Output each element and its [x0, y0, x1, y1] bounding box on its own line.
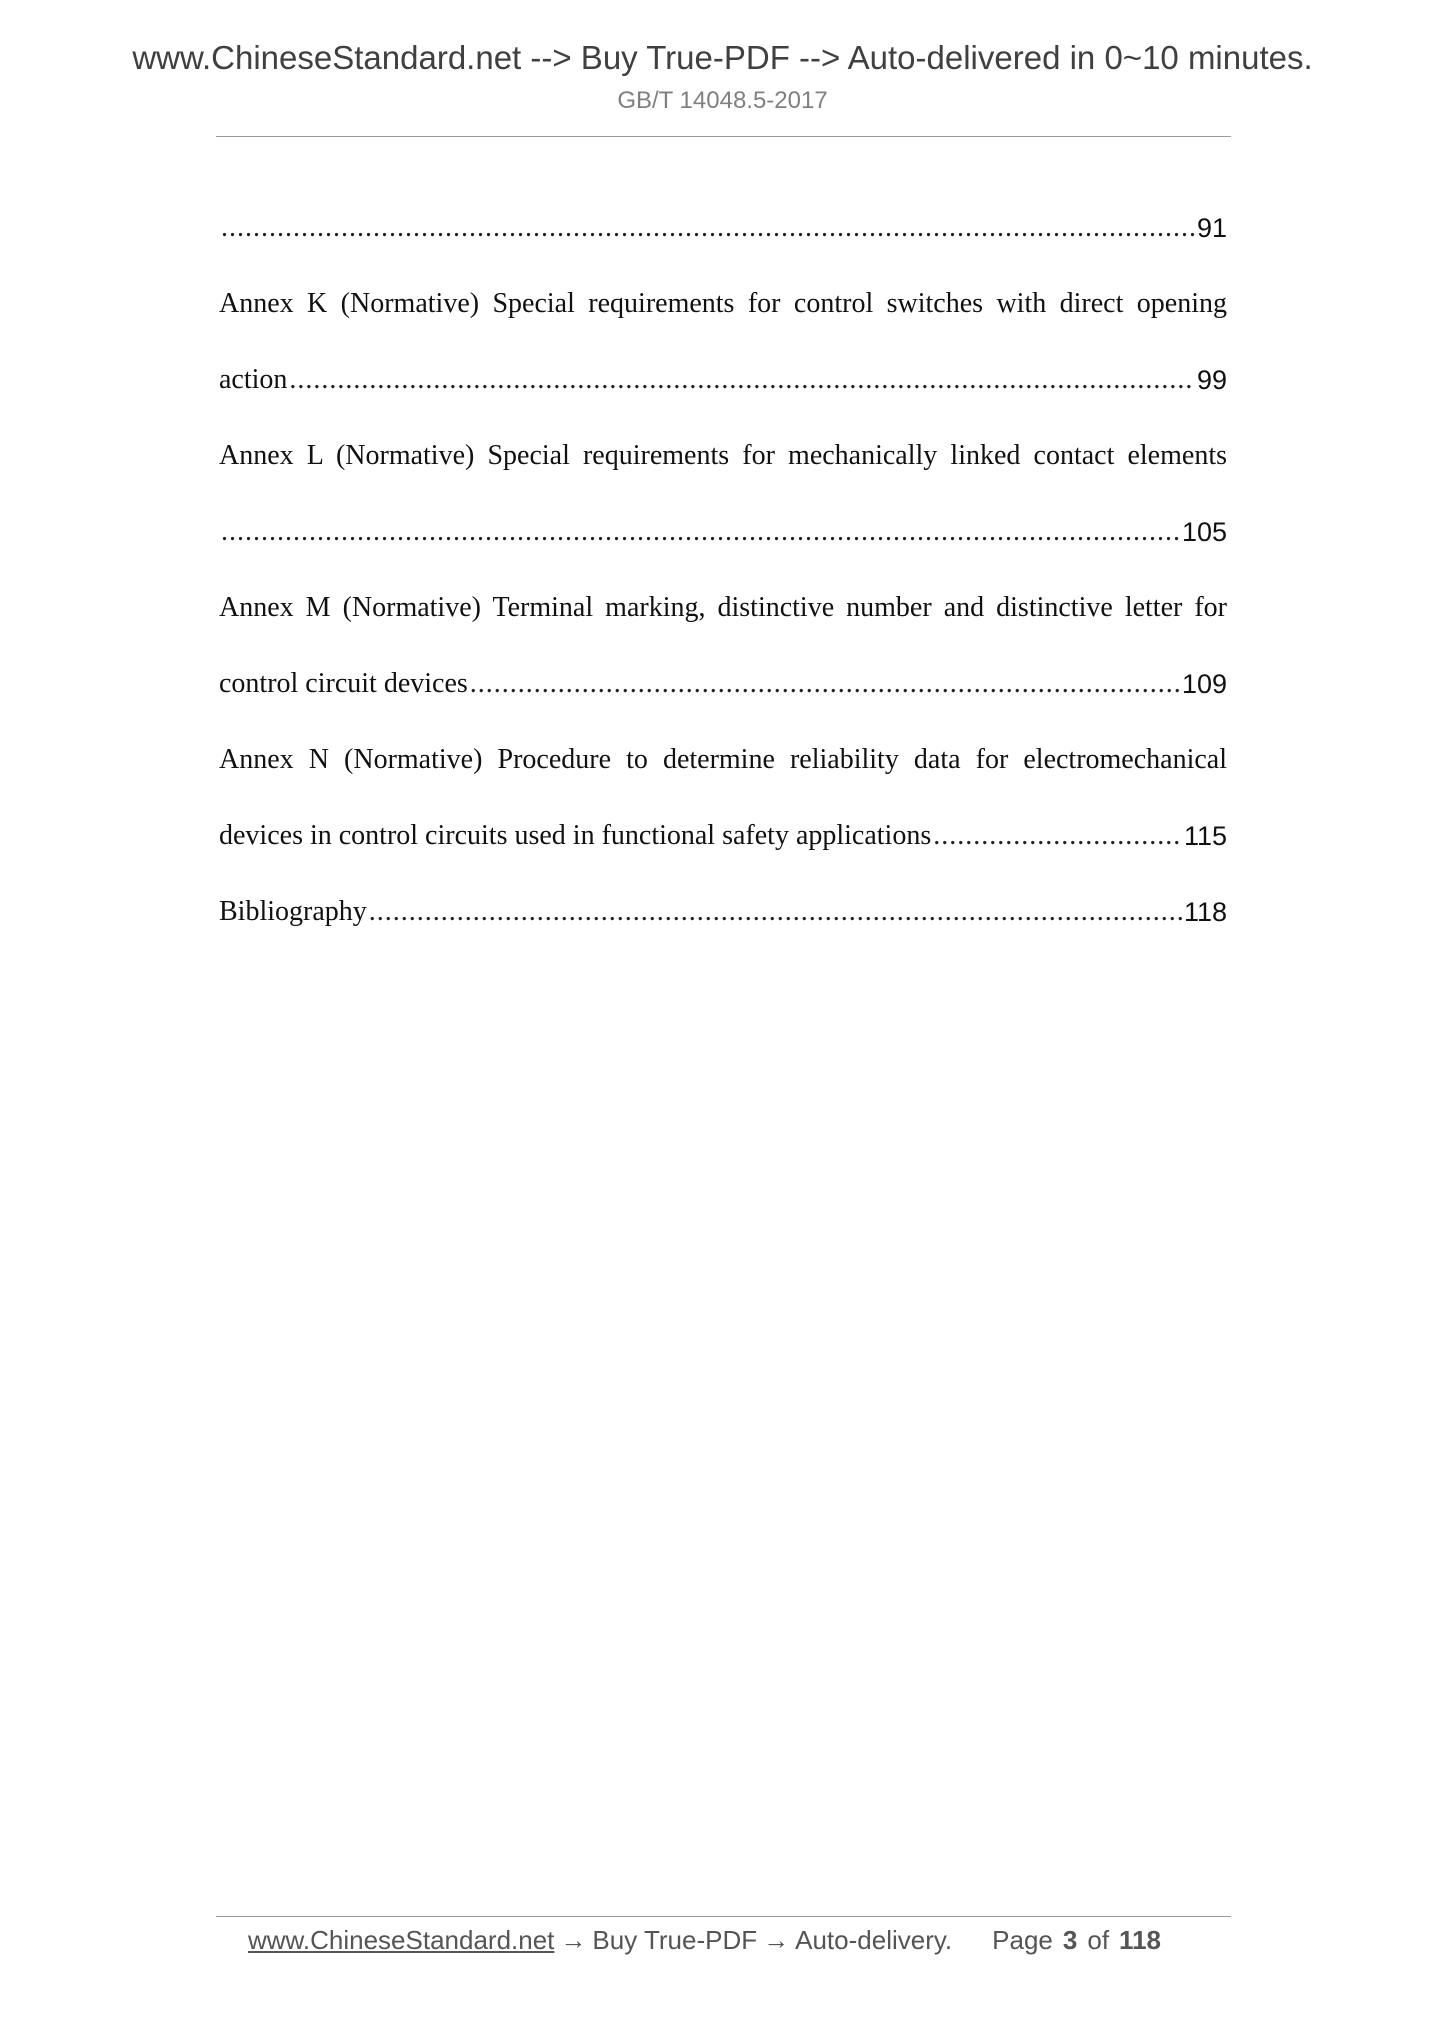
- page-footer: [248, 1920, 1208, 1960]
- footer-divider: [216, 1916, 1231, 1917]
- header-banner: www.ChineseStandard.net --> Buy True-PDF --> Auto-delivered in 0~10 minutes.: [132, 39, 1313, 76]
- toc-entry-title-line1: Annex N (Normative) Procedure to determine reliability data for electromechanical: [219, 744, 1227, 775]
- table-of-contents: [219, 190, 1227, 950]
- footer-page-label: Page: [992, 1924, 1053, 1955]
- footer-delivery-text: Auto-delivery.: [795, 1924, 953, 1955]
- toc-entry-annex-k-line1[interactable]: [219, 266, 1227, 342]
- header-divider: [216, 136, 1231, 137]
- toc-entry-page: 109: [1181, 668, 1227, 699]
- toc-entry-title-line1: Annex M (Normative) Terminal marking, distinctive number and distinctive letter for: [219, 592, 1227, 623]
- toc-entry-page: 118: [1183, 896, 1227, 927]
- footer-page-current: 3: [1062, 1924, 1078, 1955]
- toc-entry-page: 99: [1196, 364, 1227, 395]
- footer-of-label: of: [1087, 1924, 1110, 1955]
- toc-entry-page: 105: [1181, 516, 1227, 547]
- standard-code: GB/T 14048.5-2017: [617, 87, 828, 114]
- arrow-right-icon: →: [560, 1924, 587, 1955]
- toc-entry-title: control circuit devices: [219, 668, 468, 699]
- footer-site-link[interactable]: www.ChineseStandard.net: [248, 1924, 555, 1955]
- toc-entry-annex-n-line2[interactable]: [219, 798, 1227, 874]
- toc-entry-title-line1: Annex L (Normative) Special requirements for mechanically linked contact elements: [219, 440, 1227, 471]
- toc-entry-annex-l-line1[interactable]: [219, 418, 1227, 494]
- toc-leader-dots: [221, 516, 1180, 548]
- toc-entry-bibliography[interactable]: [219, 874, 1227, 950]
- toc-entry-annex-m-line1[interactable]: [219, 570, 1227, 646]
- toc-entry-annex-k-line2[interactable]: [219, 342, 1227, 418]
- footer-page-total: 118: [1119, 1924, 1161, 1955]
- toc-entry-page: 115: [1183, 820, 1227, 851]
- toc-leader-dots: [470, 668, 1180, 700]
- toc-entry-title: Bibliography: [219, 896, 367, 927]
- toc-entry-title-line1: Annex K (Normative) Special requirements for control switches with direct opening: [219, 288, 1227, 319]
- arrow-right-icon: →: [763, 1924, 790, 1955]
- toc-entry-annex-l-line2[interactable]: [219, 494, 1227, 570]
- toc-entry-annex-m-line2[interactable]: [219, 646, 1227, 722]
- footer-buy-text: Buy True-PDF: [592, 1924, 758, 1955]
- toc-leader-dots: [933, 820, 1182, 852]
- toc-entry-title: devices in control circuits used in functional safety applications: [219, 820, 932, 851]
- toc-entry-annex-n-line1[interactable]: [219, 722, 1227, 798]
- toc-entry-title: action: [219, 364, 288, 395]
- toc-leader-dots: [369, 896, 1182, 928]
- toc-entry-continuation[interactable]: [219, 190, 1227, 266]
- toc-leader-dots: [221, 212, 1195, 244]
- toc-leader-dots: [289, 364, 1195, 396]
- toc-entry-page: 91: [1196, 212, 1227, 243]
